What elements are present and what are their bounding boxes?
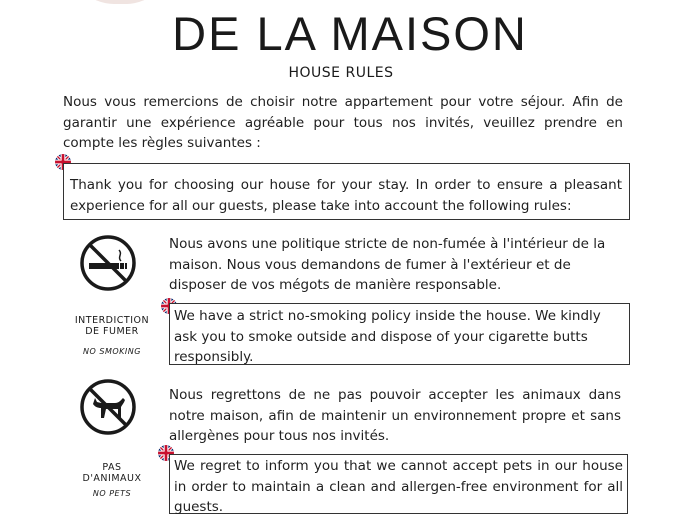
no-pets-icon (79, 378, 137, 436)
rule-label-en: NO SMOKING (83, 347, 141, 356)
rule-text-fr: Nous avons une politique stricte de non-fumée à l'intérieur de la maison. Nous vous demandons de fumer à l'extérieur et de disposer de vos mégots de manière responsable. (169, 236, 606, 293)
rule-label-fr (60, 462, 164, 484)
rule-label-fr-line-1: PAS (102, 462, 122, 473)
rule-text-fr: Nous regrettons de ne pas pouvoir accepter les animaux dans notre maison, afin de maintenir un environnement propre et sans allergènes pour tous nos invités. (169, 387, 621, 444)
rule-box-en (169, 303, 630, 365)
intro-box-en (63, 163, 630, 220)
decorative-blob (70, 0, 170, 4)
page-title: DE LA MAISON (172, 7, 528, 60)
rule-text-en: We have a strict no-smoking policy inside the house. We kindly ask you to smoke outside and dispose of your cigarette butts responsibly. (174, 308, 601, 365)
rule-label-en: NO PETS (92, 489, 132, 498)
rule-box-en (169, 454, 628, 514)
rule-label-fr-line-1: INTERDICTION (74, 315, 150, 326)
rule-label-fr-line-2: DE FUMER (85, 326, 139, 337)
rule-label-fr (60, 315, 164, 337)
intro-text-fr: Nous vous remercions de choisir notre appartement pour votre séjour. Afin de garantir une expérience agréable pour tous nos invités, veuillez prendre en compte les règles suivantes : (63, 94, 623, 151)
no-smoking-icon (79, 234, 137, 292)
intro-text-en: Thank you for choosing our house for your stay. In order to ensure a pleasant experience for all our guests, please take into account the following rules: (70, 177, 622, 214)
rule-label-fr-line-2: D'ANIMAUX (82, 473, 142, 484)
rule-text-en: We regret to inform you that we cannot accept pets in our house in order to maintain a clean and allergen-free environment for all guests. (174, 458, 623, 515)
page-subtitle: HOUSE RULES (288, 65, 394, 81)
